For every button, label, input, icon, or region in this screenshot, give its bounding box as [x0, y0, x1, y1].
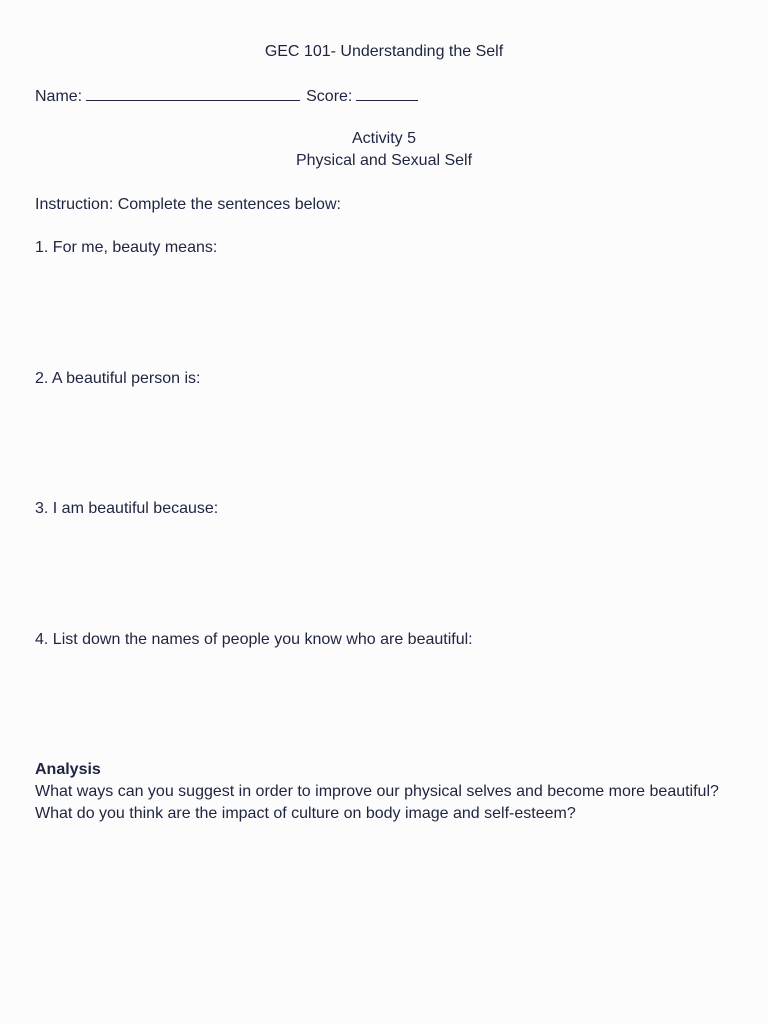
activity-subtitle: Physical and Sexual Self	[295, 152, 473, 169]
name-blank-line[interactable]	[86, 86, 300, 101]
question-2: 2. A beautiful person is:	[35, 370, 201, 387]
instruction-text: Instruction: Complete the sentences below:	[35, 196, 341, 213]
analysis-heading: Analysis	[35, 761, 101, 778]
score-label: Score:	[306, 88, 353, 105]
question-1: 1. For me, beauty means:	[35, 239, 218, 256]
activity-heading	[0, 128, 768, 150]
score-blank-line[interactable]	[356, 86, 418, 101]
activity-number: Activity 5	[351, 130, 416, 147]
analysis-prompt: What ways can you suggest in order to improve our physical selves and become more beautiful? What do you think are the impact of culture on body image and self-esteem?	[35, 783, 719, 822]
name-score-row	[35, 86, 418, 108]
question-4: 4. List down the names of people you know who are beautiful:	[35, 631, 473, 648]
document-title: GEC 101- Understanding the Self	[264, 43, 504, 60]
question-3: 3. I am beautiful because:	[35, 500, 219, 517]
name-label: Name:	[35, 88, 83, 105]
